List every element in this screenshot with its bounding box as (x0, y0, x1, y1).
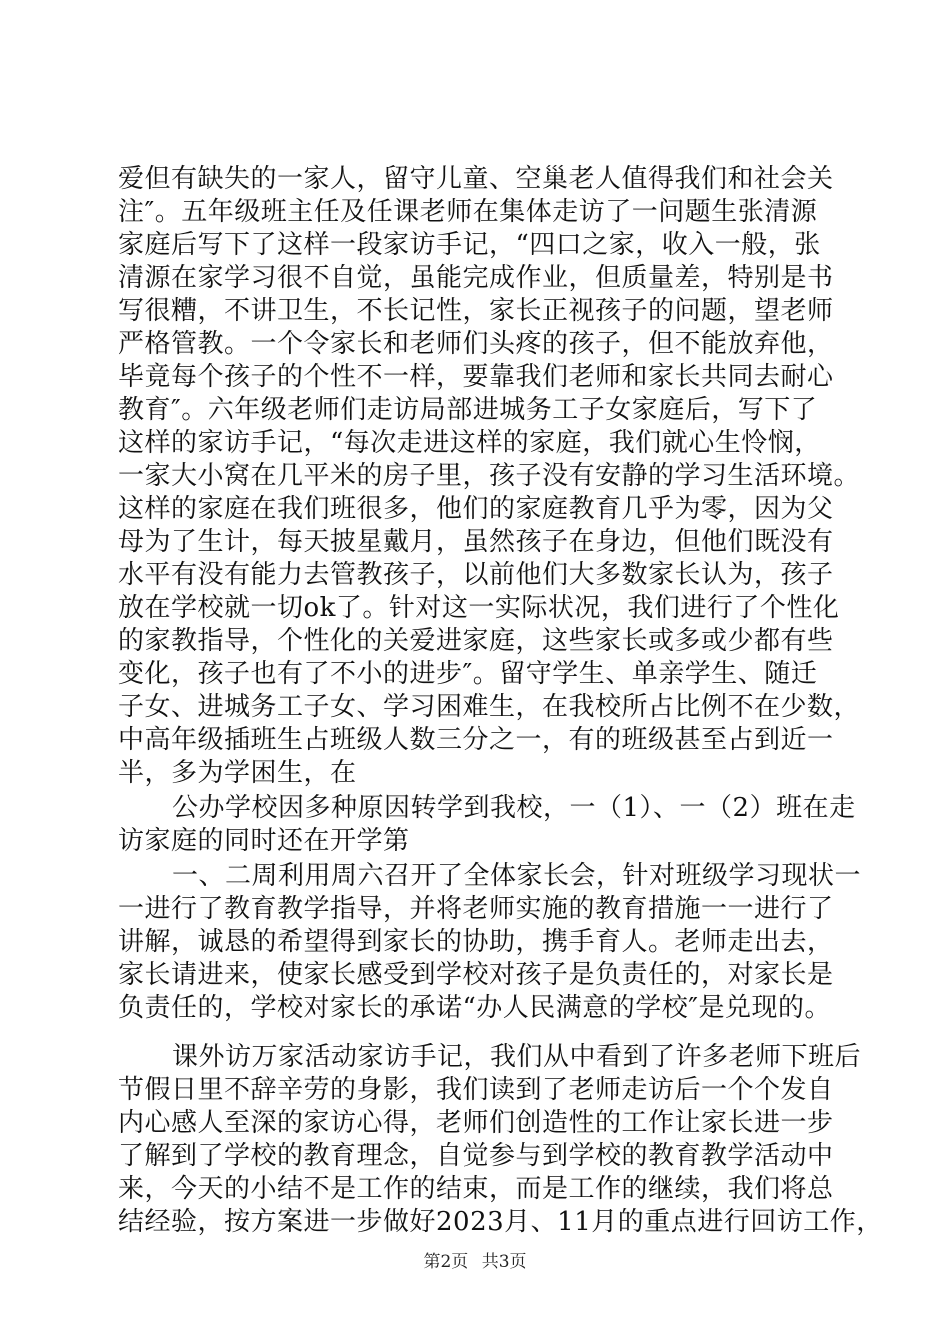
text-line: 一进行了教育教学指导，并将老师实施的教育措施一一进行了 (118, 894, 834, 924)
text-line: 了解到了学校的教育理念，自觉参与到学校的教育教学活动中 (118, 1141, 834, 1171)
text-line: 讲解，诚恳的希望得到家长的协助，携手育人。老师走出去， (118, 927, 834, 957)
text-line: 的家教指导，个性化的关爱进家庭，这些家长或多或少都有些 (118, 626, 834, 656)
text-line: 半，多为学困生，在 (118, 758, 357, 788)
text-line: 教育″。六年级老师们走访局部进城务工子女家庭后，写下了 (118, 395, 818, 425)
text-line: 水平有没有能力去管教孩子，以前他们大多数家长认为，孩子 (118, 560, 834, 590)
text-line: 内心感人至深的家访心得，老师们创造性的工作让家长进一步 (118, 1108, 834, 1138)
text-line: 写很糟，不讲卫生，不长记性，家长正视孩子的问题，望老师 (118, 296, 834, 326)
text-line: 负责任的，学校对家长的承诺“办人民满意的学校″是兑现的。 (118, 993, 832, 1023)
text-line: 子女、进城务工子女、学习困难生，在我校所占比例不在少数， (118, 692, 861, 722)
text-line: 变化，孩子也有了不小的进步″。留守学生、单亲学生、随迁 (118, 659, 818, 689)
text-line: 中高年级插班生占班级人数三分之一，有的班级甚至占到近一 (118, 725, 834, 755)
text-line: 结经验，按方案进一步做好2023月、11月的重点进行回访工作， (118, 1207, 883, 1237)
text-line: 这样的家访手记，“每次走进这样的家庭，我们就心生怜悯， (118, 428, 821, 458)
text-line: 放在学校就一切ok了。针对这一实际状况，我们进行了个性化 (118, 593, 840, 623)
text-line: 这样的家庭在我们班很多，他们的家庭教育几乎为零，因为父 (118, 494, 834, 524)
text-line: 来，今天的小结不是工作的结束，而是工作的继续，我们将总 (118, 1174, 834, 1204)
text-line: 注″。五年级班主任及任课老师在集体走访了一问题生张清源 (118, 197, 818, 227)
text-line: 母为了生计，每天披星戴月，虽然孩子在身边，但他们既没有 (118, 527, 834, 557)
page-footer (0, 1250, 950, 1274)
paragraph-first-line: 一、二周利用周六召开了全体家长会，针对班级学习现状一 (172, 861, 862, 891)
paragraph-first-line: 公办学校因多种原因转学到我校，一（1）、一（2）班在走 (172, 793, 856, 823)
text-line: 爱但有缺失的一家人，留守儿童、空巢老人值得我们和社会关 (118, 164, 834, 194)
text-line: 访家庭的同时还在开学第 (118, 826, 410, 856)
text-line: 严格管教。一个令家长和老师们头疼的孩子，但不能放弃他， (118, 329, 834, 359)
text-line: 节假日里不辞辛劳的身影，我们读到了老师走访后一个个发自 (118, 1075, 834, 1105)
text-line: 家庭后写下了这样一段家访手记，“四口之家，收入一般，张 (118, 230, 821, 260)
text-line: 清源在家学习很不自觉，虽能完成作业，但质量差，特别是书 (118, 263, 834, 293)
page-number: 第2页 (423, 1252, 469, 1272)
paragraph-first-line: 课外访万家活动家访手记，我们从中看到了许多老师下班后 (172, 1042, 862, 1072)
text-line: 家长请进来，使家长感受到学校对孩子是负责任的，对家长是 (118, 960, 834, 990)
text-line: 毕竟每个孩子的个性不一样，要靠我们老师和家长共同去耐心 (118, 362, 834, 392)
text-line: 一家大小窝在几平米的房子里，孩子没有安静的学习生活环境。 (118, 461, 861, 491)
page-total: 共3页 (481, 1252, 527, 1272)
